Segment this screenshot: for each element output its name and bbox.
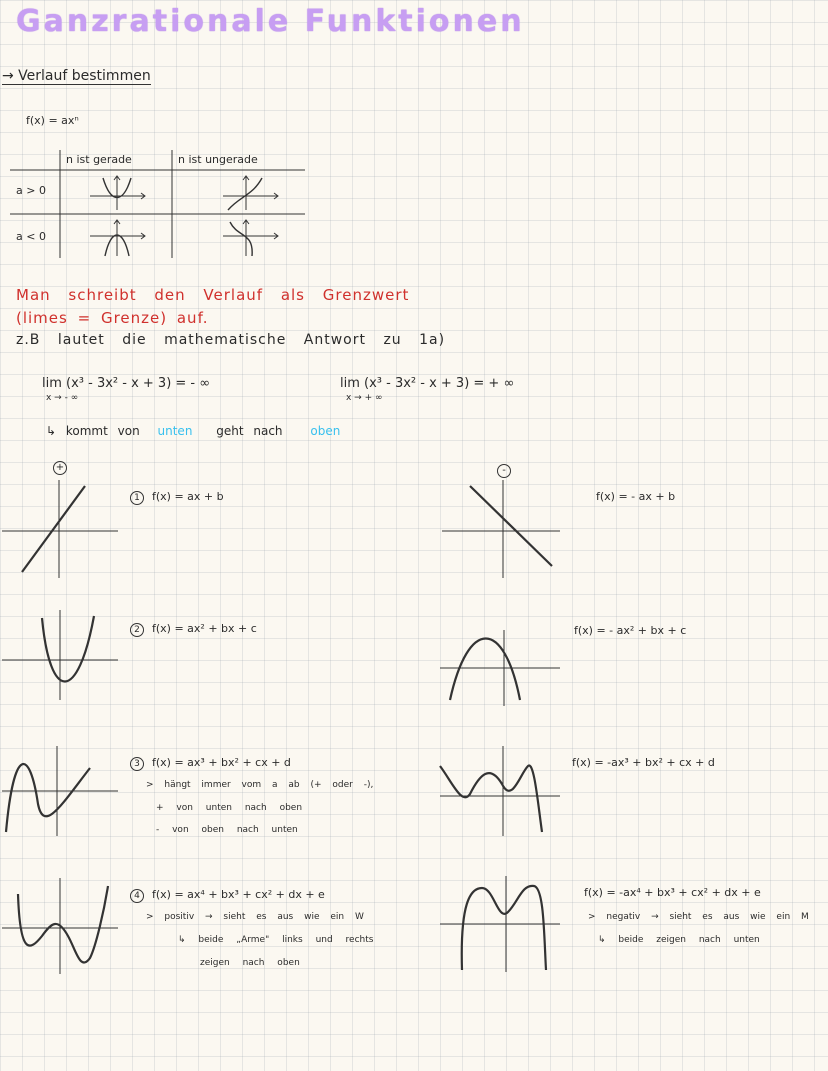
case-3-left [130,756,291,771]
explanation-line-3: z.B lautet die mathematische Antwort zu 1a) [16,332,446,348]
comment-oben: oben [310,424,341,438]
graph-linear-negative [440,478,570,578]
table-header-even: n ist gerade [66,153,132,166]
explanation-line-2: (limes = Grenze) auf. [16,309,209,327]
case-3-number: 3 [130,757,144,771]
case-4-note-3: zeigen nach oben [200,958,300,968]
limit-plus-infinity: lim (x³ - 3x² - x + 3) = + ∞ [340,376,515,391]
general-formula: f(x) = axⁿ [26,114,79,127]
case-2-formula-negative: f(x) = - ax² + bx + c [574,624,687,637]
case-3-note-1: > hängt immer vom a ab (+ oder -), [146,780,374,790]
graph-linear-positive [0,478,120,578]
case-4-right-note-1: > negativ → sieht es aus wie ein M [588,912,809,922]
case-4-formula-negative: f(x) = -ax⁴ + bx³ + cx² + dx + e [584,886,761,899]
graph-quartic-positive [0,876,120,976]
comment-line [46,424,340,438]
comment-unten: unten [157,424,193,438]
limit-plus-infinity-subscript: x → + ∞ [346,393,383,403]
graph-quartic-negative [438,874,568,974]
comment-middle: geht nach [216,424,283,438]
comment-prefix: ↳ kommt von [46,424,140,438]
case-1-number: 1 [130,491,144,505]
graph-quadratic-negative [438,628,568,708]
case-2-formula-positive: f(x) = ax² + bx + c [152,622,257,635]
page-title: Ganzrationale Funktionen [16,4,525,39]
case-1-formula-positive: f(x) = ax + b [152,490,224,503]
case-3-formula-positive: f(x) = ax³ + bx² + cx + d [152,756,291,769]
table-row-a-negative: a < 0 [16,230,46,243]
mini-graph-odd-positive [218,174,288,212]
graph-cubic-negative [438,744,568,839]
table-header-odd: n ist ungerade [178,153,258,166]
mini-graph-even-positive [85,174,155,212]
case-1-left [130,490,224,505]
case-4-note-1: > positiv → sieht es aus wie ein W [146,912,364,922]
case-4-formula-positive: f(x) = ax⁴ + bx³ + cx² + dx + e [152,888,325,901]
case-3-note-3: - von oben nach unten [156,825,298,835]
limit-minus-infinity: lim (x³ - 3x² - x + 3) = - ∞ [42,376,211,391]
plus-sign-circle: + [53,461,67,475]
minus-sign-circle: - [497,464,511,478]
case-3-formula-negative: f(x) = -ax³ + bx² + cx + d [572,756,715,769]
graph-quadratic-positive [0,608,120,703]
explanation-line-1: Man schreibt den Verlauf als Grenzwert [16,286,410,304]
subheading: → Verlauf bestimmen [2,68,151,84]
limit-minus-infinity-subscript: x → - ∞ [46,393,79,403]
mini-graph-even-negative [85,218,155,258]
graph-cubic-positive [0,744,120,839]
case-2-number: 2 [130,623,144,637]
case-3-note-2: + von unten nach oben [156,803,303,813]
case-2-left [130,622,257,637]
case-4-left [130,888,325,903]
mini-graph-odd-negative [218,218,288,258]
case-1-formula-negative: f(x) = - ax + b [596,490,676,503]
table-row-a-positive: a > 0 [16,184,46,197]
case-4-note-2: ↳ beide „Arme" links und rechts [178,935,374,945]
case-4-right-note-2: ↳ beide zeigen nach unten [598,935,760,945]
case-4-number: 4 [130,889,144,903]
